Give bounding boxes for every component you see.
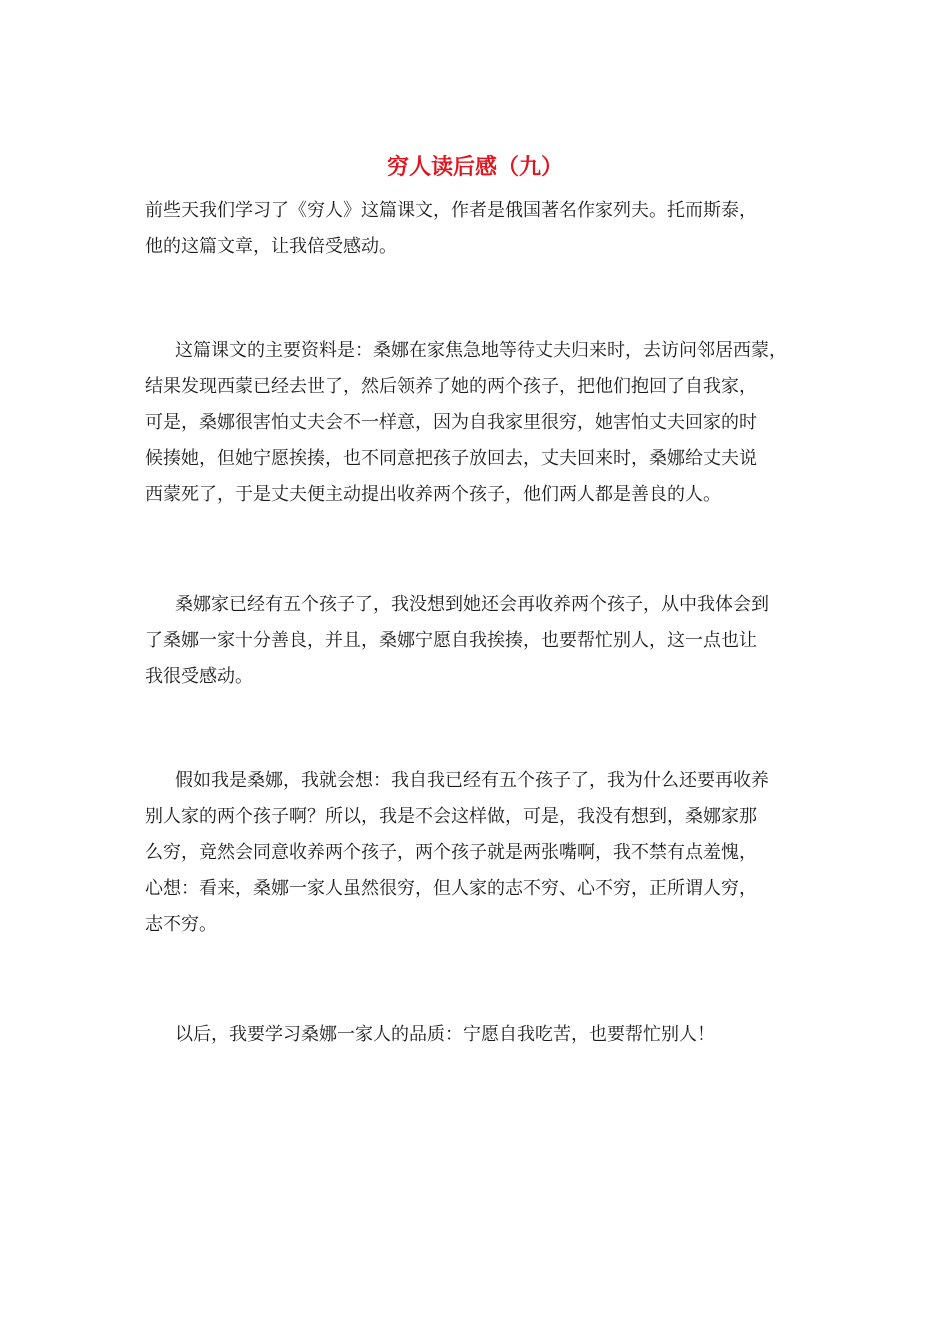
paragraph-line: 心想：看来，桑娜一家人虽然很穷，但人家的志不穷、心不穷，正所谓人穷， <box>145 878 757 899</box>
paragraph-line: 志不穷。 <box>145 914 217 935</box>
paragraph-intro <box>145 193 757 265</box>
paragraph-conclusion <box>145 1017 715 1053</box>
paragraph-line: 桑娜家已经有五个孩子了，我没想到她还会再收养两个孩子，从中我体会到 <box>175 594 769 615</box>
paragraph-line: 前些天我们学习了《穷人》这篇课文，作者是俄国著名作家列夫。托而斯泰， <box>145 200 757 221</box>
paragraph-reflection <box>145 587 769 695</box>
paragraph-hypothetical <box>145 763 769 943</box>
paragraph-line: 西蒙死了，于是丈夫便主动提出收养两个孩子，他们两人都是善良的人。 <box>145 484 721 505</box>
paragraph-line: 他的这篇文章，让我倍受感动。 <box>145 236 397 257</box>
paragraph-line: 可是，桑娜很害怕丈夫会不一样意，因为自我家里很穷，她害怕丈夫回家的时 <box>145 412 757 433</box>
paragraph-line: 这篇课文的主要资料是：桑娜在家焦急地等待丈夫归来时，去访问邻居西蒙， <box>175 340 787 361</box>
paragraph-line: 结果发现西蒙已经去世了，然后领养了她的两个孩子，把他们抱回了自我家， <box>145 376 757 397</box>
paragraph-line: 候揍她，但她宁愿挨揍，也不同意把孩子放回去，丈夫回来时，桑娜给丈夫说 <box>145 448 757 469</box>
paragraph-line: 了桑娜一家十分善良，并且，桑娜宁愿自我挨揍，也要帮忙别人，这一点也让 <box>145 630 757 651</box>
paragraph-summary <box>145 333 787 513</box>
paragraph-line: 别人家的两个孩子啊？所以，我是不会这样做，可是，我没有想到，桑娜家那 <box>145 806 757 827</box>
paragraph-line: 我很受感动。 <box>145 666 253 687</box>
paragraph-line: 以后，我要学习桑娜一家人的品质：宁愿自我吃苦，也要帮忙别人！ <box>175 1024 715 1045</box>
paragraph-line: 么穷，竟然会同意收养两个孩子，两个孩子就是两张嘴啊，我不禁有点羞愧， <box>145 842 757 863</box>
paragraph-line: 假如我是桑娜，我就会想：我自我已经有五个孩子了，我为什么还要再收养 <box>175 770 769 791</box>
document-title: 穷人读后感（九） <box>386 154 563 180</box>
